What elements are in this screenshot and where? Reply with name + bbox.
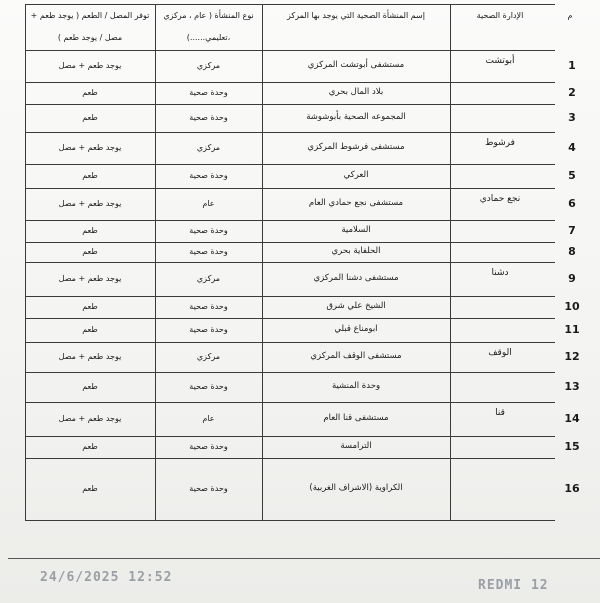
header-type-line1: نوع المنشأة ( عام ، مركزي [163,11,254,20]
row-divider [25,242,555,243]
facility-name: العركي [343,170,369,180]
row-number: 15 [564,440,580,453]
department-name: نجع حمادي [479,194,521,204]
facility-type: وحدة صحية [189,247,228,256]
facility-name: الحلفاية بحري [331,246,381,256]
row-number: 11 [564,323,580,336]
row-divider [25,296,555,297]
facility-type: وحدة صحية [189,88,228,97]
row-divider [25,188,555,189]
header-facility: إسم المنشأة الصحية التي يوجد بها المركز [287,11,425,20]
row-number: 12 [564,350,580,363]
row-number: 10 [564,300,580,313]
availability-status: طعم [82,247,98,256]
row-divider [25,164,555,165]
availability-status: يوجد طعم + مصل [58,199,122,208]
facility-type: وحدة صحية [189,226,228,235]
footer-divider [8,558,600,559]
row-divider [25,82,555,83]
facility-type: وحدة صحية [189,113,228,122]
row-number: 16 [564,482,580,495]
facility-type: مركزي [196,143,221,152]
row-divider [25,402,555,403]
availability-status: يوجد طعم + مصل [58,274,122,283]
header-type-line2: ،تعليمي......) [186,33,231,42]
row-number: 3 [568,111,576,124]
facility-name: ابومناع قبلي [334,324,378,334]
row-divider [25,104,555,105]
row-number: 8 [568,245,576,258]
facility-name: مستشفى الوقف المركزي [310,351,402,361]
facility-type: وحدة صحية [189,302,228,311]
availability-status: طعم [82,484,98,493]
row-number: 5 [568,169,576,182]
facility-type: مركزي [196,274,221,283]
timestamp-watermark: 24/6/2025 12:52 [40,570,173,585]
facility-name: السلامية [341,225,371,235]
row-divider [25,342,555,343]
facility-name: الترامسة [340,441,372,451]
facility-name: المجموعه الصحية بأبوشوشة [306,112,406,122]
facility-name: مستشفى دشنا المركزي [313,273,399,283]
facility-type: مركزي [196,61,221,70]
row-divider [25,436,555,437]
availability-status: طعم [82,171,98,180]
availability-status: طعم [82,382,98,391]
row-number: 13 [564,380,580,393]
row-divider [25,4,555,5]
department-name: فرشوط [485,138,515,148]
header-avail-line2: مصل / يوجد طعم ) [57,33,123,42]
row-number: 14 [564,412,580,425]
facility-name: مستشفى فرشوط المركزي [307,142,405,152]
availability-status: طعم [82,442,98,451]
facility-type: عام [202,414,215,423]
department-name: أبوتشت [485,56,515,66]
availability-status: طعم [82,113,98,122]
row-number: 2 [568,86,576,99]
facility-name: الشيخ علي شرق [326,301,386,311]
row-divider [25,318,555,319]
row-divider [25,132,555,133]
row-divider [25,520,555,521]
row-divider [25,50,555,51]
row-number: 9 [568,272,576,285]
facility-name: مستشفى نجع حمادي العام [308,198,404,208]
availability-status: يوجد طعم + مصل [58,352,122,361]
availability-status: يوجد طعم + مصل [58,143,122,152]
facility-type: وحدة صحية [189,171,228,180]
availability-status: طعم [82,226,98,235]
department-name: الوقف [488,348,512,358]
row-number: 7 [568,224,576,237]
row-number: 1 [568,59,576,72]
row-number: 4 [568,141,576,154]
device-watermark: REDMI 12 [478,578,549,593]
row-divider [25,372,555,373]
header-num: م [567,11,573,20]
header-avail-line1: توفر المصل / الطعم ( يوجد طعم + [30,11,150,20]
availability-status: يوجد طعم + مصل [58,61,122,70]
availability-status: طعم [82,88,98,97]
availability-status: طعم [82,302,98,311]
header-dept: الإدارة الصحية [476,11,524,20]
row-divider [25,262,555,263]
facility-name: الكراوية (الاشراف الغربية) [309,483,403,493]
facility-name: وحدة المنشية [331,381,381,391]
row-divider [25,220,555,221]
facility-type: وحدة صحية [189,442,228,451]
facility-name: بلاد المال بحري [328,87,384,97]
facility-name: مستشفى قنا العام [323,413,389,423]
facility-type: وحدة صحية [189,325,228,334]
facility-type: مركزي [196,352,221,361]
facility-type: عام [202,199,215,208]
availability-status: يوجد طعم + مصل [58,414,122,423]
facility-type: وحدة صحية [189,484,228,493]
row-number: 6 [568,197,576,210]
row-divider [25,458,555,459]
department-name: دشنا [491,268,509,278]
facility-name: مستشفى أبوتشت المركزي [307,60,405,70]
availability-status: طعم [82,325,98,334]
department-name: قنا [495,408,505,418]
facility-type: وحدة صحية [189,382,228,391]
